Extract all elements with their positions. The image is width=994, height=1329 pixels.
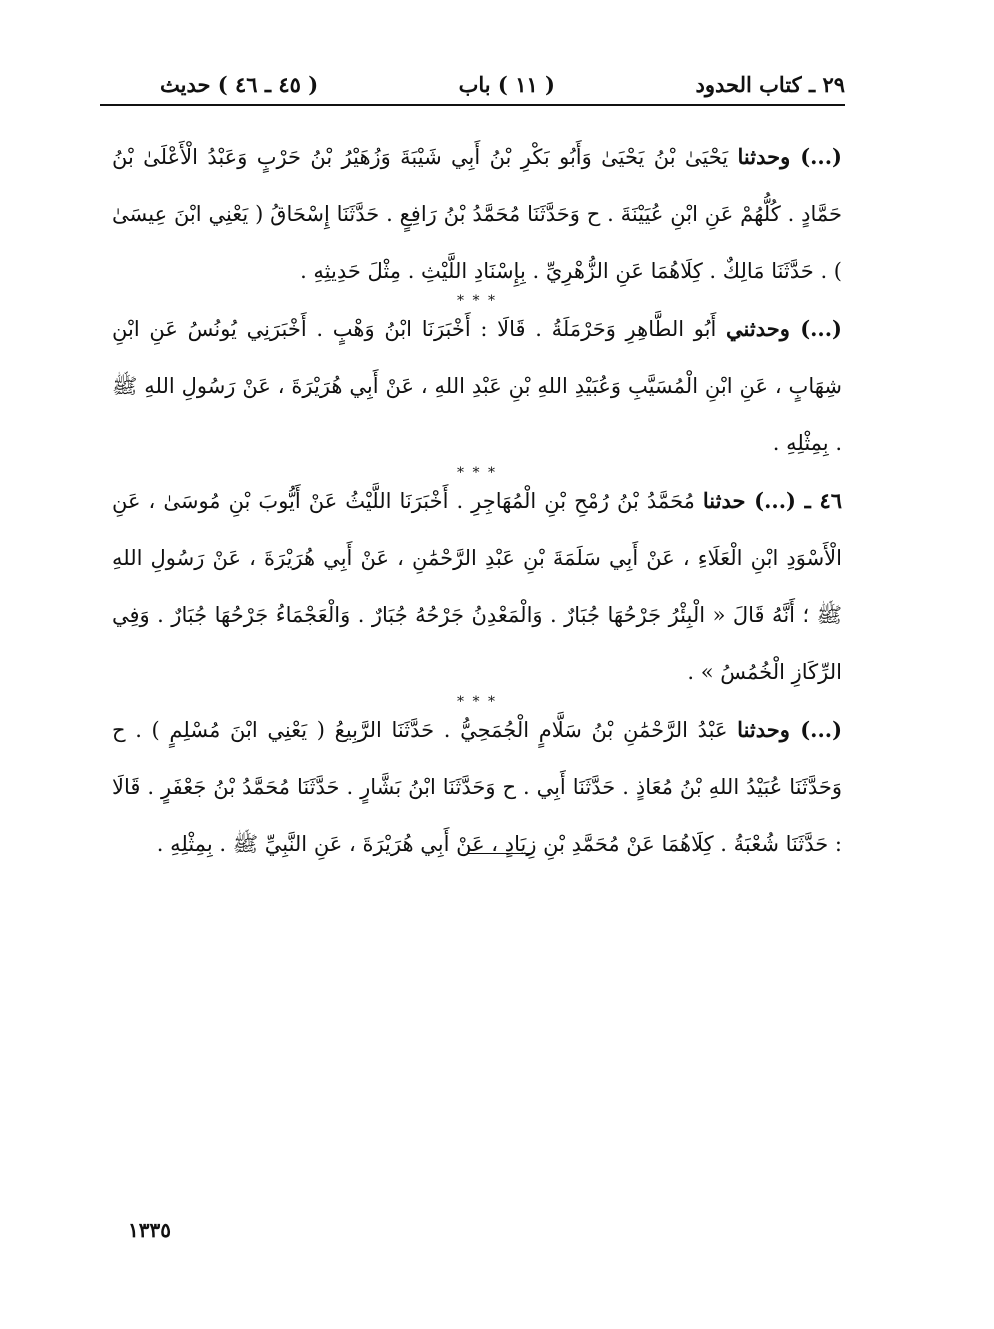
paragraph-text: أَبُو الطَّاهِرِ وَحَرْمَلَةُ . قَالَا : أَخْبَرَنَا ابْنُ وَهْبٍ . أَخْبَرَنِي يُونُسُ عَنِ ابْنِ شِهَابٍ ، عَنِ ابْنِ الْمُسَيَّبِ وَعُبَيْدِ اللهِ بْنِ عَبْدِ اللهِ ، عَنْ أَبِي هُرَيْرَةَ ، عَنْ رَسُولِ اللهِ ﷺ . بِمِثْلِهِ . (112, 317, 842, 455)
separator-stars: * * * (457, 694, 497, 710)
chapter-title: ( ١١ ) باب (458, 72, 555, 97)
separator-stars: * * * (457, 293, 497, 309)
page-body (112, 128, 842, 873)
paragraph-text: يَحْيَىٰ بْنُ يَحْيَىٰ وَأَبُو بَكْرِ بْنُ أَبِي شَيْبَةَ وَزُهَيْرُ بْنُ حَرْبٍ وَعَبْدُ الْأَعْلَىٰ بْنُ حَمَّادٍ . كُلُّهُمْ عَنِ ابْنِ عُيَيْنَةَ . ح وَحَدَّثَنَا مُحَمَّدُ بْنُ رَافِعٍ . حَدَّثَنَا إِسْحَاقُ ( يَعْنِي ابْنَ عِيسَىٰ ) . حَدَّثَنَا مَالِكٌ . كِلَاهُمَا عَنِ الزُّهْرِيِّ . بِإِسْنَادِ اللَّيْثِ . مِثْلَ حَدِيثِهِ . (112, 145, 842, 283)
book-title: ٢٩ ـ كتاب الحدود (695, 72, 845, 97)
paragraph-text: مُحَمَّدُ بْنُ رُمْحِ بْنِ الْمُهَاجِرِ . أَخْبَرَنَا اللَّيْثُ عَنْ أَيُّوبَ بْنِ مُوسَىٰ ، عَنِ الْأَسْوَدِ ابْنِ الْعَلَاءِ ، عَنْ أَبِي سَلَمَةَ بْنِ عَبْدِ الرَّحْمَٰنِ ، عَنْ أَبِي هُرَيْرَةَ ، عَنْ رَسُولِ اللهِ ﷺ ؛ أَنَّهُ قَالَ « الْبِئْرُ جَرْحُهَا جُبَارٌ . وَالْمَعْدِنُ جَرْحُهُ جُبَارٌ . وَالْعَجْمَاءُ جَرْحُهَا جُبَارٌ . وَفِي الرِّكَازِ الْخُمُسُ » . (112, 489, 842, 684)
hadith-range: ( ٤٥ ـ ٤٦ ) حديث (160, 72, 319, 97)
header-rule (100, 104, 845, 106)
hadith-paragraph-1 (112, 128, 842, 300)
paragraph-lead: (...) وحدثني (726, 316, 842, 341)
page-number: ١٣٣٥ (128, 1218, 171, 1242)
paragraph-lead: (...) وحدثنا (737, 717, 843, 742)
hadith-paragraph-2 (112, 300, 842, 472)
paragraph-text: عَبْدُ الرَّحْمَٰنِ بْنُ سَلَّامٍ الْجُمَحِيُّ . حَدَّثَنَا الرَّبِيعُ ( يَعْنِي ابْنَ مُسْلِمٍ ) . ح وَحَدَّثَنَا عُبَيْدُ اللهِ بْنُ مُعَاذٍ . حَدَّثَنَا أَبِي . ح وَحَدَّثَنَا ابْنُ بَشَّارٍ . حَدَّثَنَا مُحَمَّدُ بْنُ جَعْفَرٍ . قَالَا : حَدَّثَنَا شُعْبَةُ . كِلَاهُمَا عَنْ مُحَمَّدِ بْنِ زِيَادٍ ، عَنْ أَبِي هُرَيْرَةَ ، عَنِ النَّبِيِّ ﷺ . بِمِثْلِهِ . (112, 718, 842, 856)
separator-stars: * * * (457, 465, 497, 481)
page-header (100, 70, 845, 104)
paragraph-lead: (...) وحدثنا (737, 144, 842, 169)
hadith-paragraph-4 (112, 701, 842, 873)
hadith-paragraph-3 (112, 472, 842, 701)
paragraph-lead: ٤٦ ـ (...) حدثنا (702, 488, 842, 513)
end-rule (468, 853, 530, 854)
